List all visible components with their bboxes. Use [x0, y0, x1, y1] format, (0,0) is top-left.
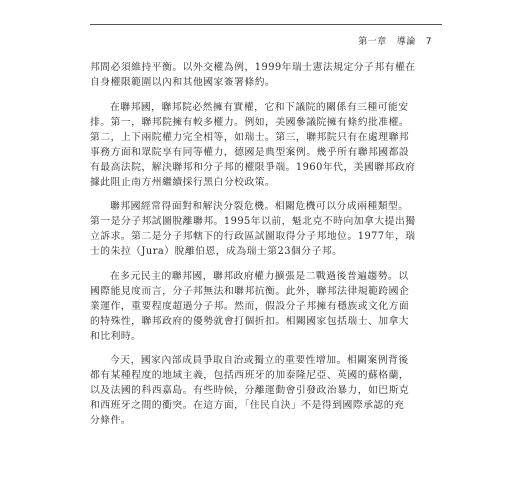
paragraph-1: [90, 60, 430, 90]
body-text: [90, 60, 430, 438]
text-line: 的特殊性，聯邦政府的優勢就會打個折扣。相關國家包括瑞士、加拿大: [90, 315, 410, 327]
text-line: 分條件。: [90, 415, 132, 426]
chapter-title: 導論: [396, 37, 416, 47]
text-line: 和比利時。: [90, 330, 142, 342]
text-line: 和西班牙之間的衝突。在這方面，「住民自決」不是得到國際承認的充: [90, 400, 405, 411]
text-line: 第一是分子邦試圖脫離聯邦。1995年以前，魁北克不時向加拿大提出獨: [90, 216, 416, 227]
page-number: 7: [425, 37, 432, 47]
text-line: 今天，國家內部成員爭取自治或獨立的重要性增加。相關案例背後: [110, 355, 409, 366]
paragraph-4: [90, 269, 430, 344]
text-line: 據此阻止南方州繼續採行黑白分校政策。: [90, 176, 276, 188]
text-line: 邦間必須維持平衡。以外交權為例，1999年瑞士憲法規定分子邦有權在: [90, 62, 416, 73]
text-line: 立訴求。第二是分子邦轄下的行政區試圖取得分子邦地位。1977年，瑞: [90, 231, 416, 242]
text-line: 在多元民主的聯邦國，聯邦政府權力擴張是二戰過後普遍趨勢。以: [110, 270, 409, 282]
text-line: 事務方面和眾院享有同等權力，德國是典型案例。幾乎所有聯邦國都設: [90, 146, 410, 158]
text-line: 自身權限範圍以內和其他國家簽署條約。: [90, 77, 276, 88]
paragraph-3: [90, 199, 430, 259]
text-line: 都有某種程度的地域主義，包括西班牙的加泰隆尼亞、英國的蘇格蘭，: [90, 370, 410, 381]
text-line: 士的朱拉（Jura）脫離伯恩，成為瑞士第23個分子邦。: [90, 246, 343, 257]
text-line: 排。第一，聯邦院擁有較多權力。例如，美國參議院擁有條約批准權。: [90, 116, 410, 128]
text-line: 業運作，重要程度超過分子邦。然而，假設分子邦擁有穩族或文化方面: [90, 300, 410, 312]
paragraph-5: [90, 353, 430, 428]
text-line: 以及法國的科西嘉島。有些時候，分離運動會引發政治暴力，如巴斯克: [90, 385, 410, 396]
running-head: [348, 34, 432, 47]
text-line: 國際能見度而言，分子邦無法和聯邦抗衡。此外，聯邦法律規範跨國企: [90, 285, 410, 297]
chapter-label: 第一章: [358, 37, 387, 47]
text-line: 聯邦國經常得面對和解決分裂危機。相關危機可以分成兩種類型。: [110, 201, 409, 212]
page-header: [90, 24, 442, 47]
paragraph-2: [90, 100, 430, 190]
text-line: 在聯邦國，聯邦院必然擁有實權，它和下議院的關係有三種可能安: [110, 101, 409, 113]
text-line: 有最高法院，解決聯邦和分子邦的權限爭端。1960年代，美國聯邦政府: [90, 161, 416, 173]
text-line: 第二，上下兩院權力完全相等，如瑞士。第三，聯邦院只有在處理聯邦: [90, 131, 410, 143]
